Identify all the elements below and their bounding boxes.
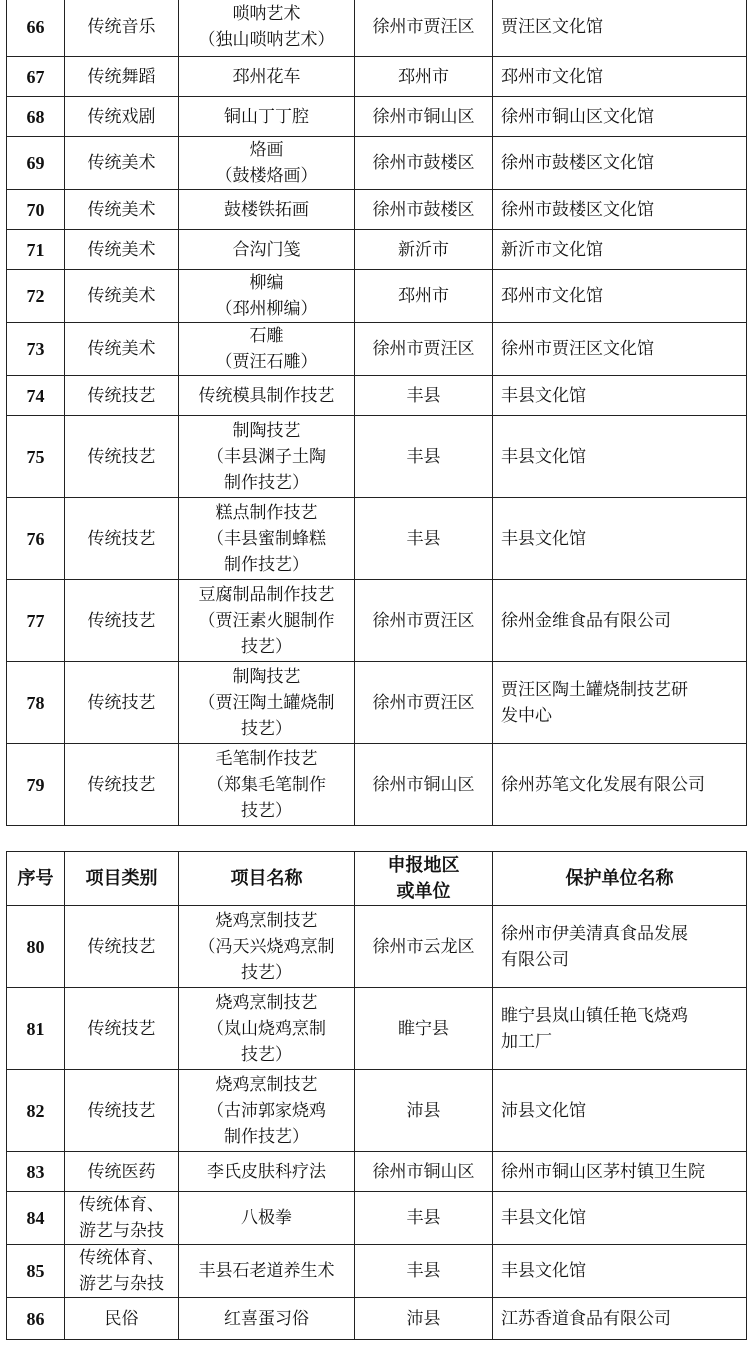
- row-protection-unit: [493, 988, 747, 1070]
- row-protection-unit-line: 丰县文化馆: [501, 1208, 586, 1228]
- row-project-name-line: （冯天兴烧鸡烹制: [198, 936, 335, 957]
- row-protection-unit: [493, 97, 747, 137]
- row-area: [355, 270, 493, 323]
- row-project-name: [179, 0, 355, 57]
- row-category: [65, 988, 179, 1070]
- row-project-name: [179, 230, 355, 270]
- row-project-name-line: （贾汪素火腿制作: [198, 610, 335, 631]
- row-protection-unit-line: 徐州金维食品有限公司: [501, 610, 671, 631]
- row-area: [355, 323, 493, 376]
- row-protection-unit-line: 邳州市文化馆: [501, 66, 603, 87]
- table-row: [7, 744, 747, 826]
- row-area: [355, 137, 493, 190]
- row-category-line: 传统音乐: [87, 16, 156, 37]
- row-project-name-line: 丰县石老道养生术: [198, 1261, 335, 1281]
- table-row: [7, 376, 747, 416]
- row-area: [355, 498, 493, 580]
- row-index: 82: [7, 1070, 65, 1152]
- table-row: [7, 1245, 747, 1298]
- row-project-name: [179, 1192, 355, 1245]
- row-project-name: [179, 1152, 355, 1192]
- row-category: [65, 190, 179, 230]
- row-project-name-line: （岚山烧鸡烹制: [207, 1018, 326, 1039]
- row-project-name-line: 烧鸡烹制技艺: [215, 1074, 318, 1095]
- row-category-line: 传统体育、: [79, 1248, 164, 1268]
- row-area-line: 丰县: [406, 446, 441, 467]
- row-protection-unit-line: 丰县文化馆: [501, 385, 586, 406]
- row-category-line: 传统技艺: [87, 1018, 156, 1039]
- row-category: [65, 323, 179, 376]
- header-area-line1: 申报地区: [387, 854, 460, 876]
- row-area-line: 徐州市铜山区: [372, 1161, 475, 1182]
- row-category-line: 传统舞蹈: [87, 66, 156, 87]
- row-project-name: [179, 323, 355, 376]
- table-header: [7, 852, 747, 906]
- table-row: [7, 323, 747, 376]
- row-project-name-line: 合沟门笺: [232, 239, 301, 260]
- row-protection-unit: [493, 230, 747, 270]
- row-protection-unit-line: 丰县文化馆: [501, 446, 586, 467]
- row-index: 68: [7, 97, 65, 137]
- row-area-line: 徐州市铜山区: [372, 106, 475, 127]
- row-index: 79: [7, 744, 65, 826]
- row-protection-unit-line: 徐州苏笔文化发展有限公司: [501, 774, 705, 795]
- table-row: [7, 97, 747, 137]
- row-protection-unit: [493, 1298, 747, 1340]
- row-index: 66: [7, 0, 65, 57]
- table-row: [7, 57, 747, 97]
- row-category: [65, 1152, 179, 1192]
- header-area-line2: 或单位: [396, 880, 451, 902]
- row-category-line: 传统体育、: [79, 1195, 164, 1215]
- row-category-line: 传统美术: [87, 339, 156, 359]
- header-project-name: 项目名称: [179, 852, 355, 906]
- row-area: [355, 230, 493, 270]
- row-protection-unit: [493, 270, 747, 323]
- row-index: 71: [7, 230, 65, 270]
- row-area: [355, 1152, 493, 1192]
- row-protection-unit-line: 丰县文化馆: [501, 528, 586, 549]
- row-index: 73: [7, 323, 65, 376]
- table-row: [7, 137, 747, 190]
- row-project-name-line: 毛笔制作技艺: [215, 748, 318, 769]
- header-row: [7, 852, 747, 906]
- table-row: [7, 416, 747, 498]
- row-category: [65, 1192, 179, 1245]
- row-index: 75: [7, 416, 65, 498]
- row-project-name-line: （独山唢呐艺术）: [198, 29, 335, 50]
- row-category: [65, 906, 179, 988]
- row-area-line: 邳州市: [398, 286, 449, 306]
- row-project-name-line: 烧鸡烹制技艺: [215, 992, 318, 1013]
- row-protection-unit-line: 发中心: [501, 705, 552, 726]
- table-row: [7, 906, 747, 988]
- row-category-line: 传统技艺: [87, 936, 156, 957]
- row-area-line: 沛县: [406, 1100, 441, 1121]
- row-area-line: 丰县: [406, 385, 441, 406]
- row-protection-unit: [493, 1070, 747, 1152]
- table-row: [7, 498, 747, 580]
- row-project-name-line: 李氏皮肤科疗法: [207, 1161, 326, 1182]
- row-category: [65, 0, 179, 57]
- row-area: [355, 1192, 493, 1245]
- row-category: [65, 1245, 179, 1298]
- row-category-line: 传统技艺: [87, 446, 156, 467]
- row-area: [355, 57, 493, 97]
- row-index: 77: [7, 580, 65, 662]
- row-protection-unit: [493, 744, 747, 826]
- header-index: 序号: [7, 852, 65, 906]
- row-area: [355, 662, 493, 744]
- row-protection-unit: [493, 662, 747, 744]
- row-category: [65, 97, 179, 137]
- row-project-name: [179, 1245, 355, 1298]
- row-category-line: 传统技艺: [87, 692, 156, 713]
- row-protection-unit-line: 徐州市鼓楼区文化馆: [501, 199, 654, 220]
- row-category-line: 传统医药: [87, 1161, 156, 1182]
- row-category: [65, 1070, 179, 1152]
- row-project-name: [179, 988, 355, 1070]
- row-category-line: 传统技艺: [87, 385, 156, 406]
- row-category: [65, 1298, 179, 1340]
- row-category-line: 传统技艺: [87, 528, 156, 549]
- table-row: [7, 270, 747, 323]
- row-project-name-line: 铜山丁丁腔: [224, 106, 309, 127]
- row-project-name-line: 红喜蛋习俗: [224, 1308, 309, 1329]
- row-category: [65, 137, 179, 190]
- row-project-name: [179, 190, 355, 230]
- row-project-name-line: 技艺）: [241, 1044, 292, 1065]
- row-category-line: 传统戏剧: [87, 106, 156, 127]
- row-protection-unit: [493, 580, 747, 662]
- row-project-name-line: 技艺）: [241, 718, 292, 739]
- row-project-name-line: （鼓楼烙画）: [215, 166, 318, 186]
- row-protection-unit: [493, 323, 747, 376]
- row-area: [355, 1298, 493, 1340]
- table-row: [7, 1298, 747, 1340]
- table-row: [7, 190, 747, 230]
- row-area-line: 徐州市鼓楼区: [372, 153, 475, 173]
- row-category: [65, 580, 179, 662]
- row-project-name-line: 技艺）: [241, 636, 292, 657]
- row-index: 69: [7, 137, 65, 190]
- row-index: 83: [7, 1152, 65, 1192]
- row-index: 81: [7, 988, 65, 1070]
- row-protection-unit-line: 徐州市贾汪区文化馆: [501, 339, 654, 359]
- header-area: [355, 852, 493, 906]
- row-category: [65, 270, 179, 323]
- row-protection-unit: [493, 1152, 747, 1192]
- row-project-name: [179, 906, 355, 988]
- row-area: [355, 1070, 493, 1152]
- table-row: [7, 1192, 747, 1245]
- row-area-line: 徐州市贾汪区: [372, 339, 475, 359]
- row-area-line: 丰县: [406, 1208, 441, 1228]
- row-area: [355, 190, 493, 230]
- row-project-name: [179, 137, 355, 190]
- row-category-line: 传统美术: [87, 199, 156, 220]
- row-project-name-line: 柳编: [249, 273, 284, 293]
- row-protection-unit-line: 丰县文化馆: [501, 1261, 586, 1281]
- row-protection-unit: [493, 498, 747, 580]
- row-project-name-line: 制陶技艺: [232, 420, 301, 441]
- row-category: [65, 416, 179, 498]
- row-protection-unit-line: 江苏香道食品有限公司: [501, 1308, 671, 1329]
- row-project-name-line: 糕点制作技艺: [215, 502, 318, 523]
- row-project-name-line: 技艺）: [241, 962, 292, 983]
- row-category-line: 传统技艺: [87, 774, 156, 795]
- row-project-name-line: 鼓楼铁拓画: [224, 199, 309, 220]
- row-protection-unit-line: 睢宁县岚山镇任艳飞烧鸡: [501, 1005, 688, 1026]
- row-index: 86: [7, 1298, 65, 1340]
- row-area-line: 徐州市铜山区: [372, 774, 475, 795]
- row-area-line: 徐州市贾汪区: [372, 692, 475, 713]
- row-project-name-line: 传统模具制作技艺: [198, 385, 335, 406]
- row-index: 84: [7, 1192, 65, 1245]
- row-area: [355, 744, 493, 826]
- row-project-name: [179, 1070, 355, 1152]
- row-project-name-line: 制作技艺）: [224, 554, 309, 575]
- row-protection-unit: [493, 376, 747, 416]
- header-protection-unit: 保护单位名称: [493, 852, 747, 906]
- row-protection-unit-line: 加工厂: [501, 1031, 552, 1052]
- row-category-line: 民俗: [104, 1308, 139, 1329]
- row-area-line: 邳州市: [398, 66, 449, 87]
- row-index: 72: [7, 270, 65, 323]
- row-project-name-line: 制陶技艺: [232, 666, 301, 687]
- row-project-name: [179, 270, 355, 323]
- row-area-line: 丰县: [406, 1261, 441, 1281]
- row-protection-unit-line: 邳州市文化馆: [501, 286, 603, 306]
- row-project-name-line: （贾汪陶土罐烧制: [198, 692, 335, 713]
- table-row: [7, 580, 747, 662]
- row-project-name-line: 制作技艺）: [224, 1126, 309, 1147]
- row-index: 74: [7, 376, 65, 416]
- row-area: [355, 97, 493, 137]
- row-protection-unit-line: 新沂市文化馆: [501, 239, 603, 260]
- row-area-line: 徐州市鼓楼区: [372, 199, 475, 220]
- table-row: [7, 1152, 747, 1192]
- heritage-table-part1: [6, 0, 747, 826]
- table-row: [7, 662, 747, 744]
- row-area-line: 徐州市贾汪区: [372, 610, 475, 631]
- row-protection-unit: [493, 1245, 747, 1298]
- row-protection-unit: [493, 906, 747, 988]
- row-project-name: [179, 57, 355, 97]
- row-index: 70: [7, 190, 65, 230]
- row-area-line: 新沂市: [398, 239, 449, 260]
- row-project-name: [179, 376, 355, 416]
- row-category: [65, 57, 179, 97]
- row-area: [355, 1245, 493, 1298]
- row-category: [65, 498, 179, 580]
- table-row: [7, 1070, 747, 1152]
- row-area: [355, 0, 493, 57]
- row-index: 67: [7, 57, 65, 97]
- row-project-name-line: （贾汪石雕）: [215, 352, 318, 372]
- row-protection-unit-line: 贾汪区文化馆: [501, 16, 603, 37]
- row-index: 76: [7, 498, 65, 580]
- row-project-name-line: 制作技艺）: [224, 472, 309, 493]
- row-category-line: 游艺与杂技: [79, 1274, 164, 1294]
- heritage-table-part2: [6, 851, 747, 1340]
- row-protection-unit-line: 徐州市铜山区茅村镇卫生院: [501, 1161, 705, 1182]
- table-row: [7, 0, 747, 57]
- row-project-name: [179, 97, 355, 137]
- row-project-name: [179, 662, 355, 744]
- row-area: [355, 580, 493, 662]
- table-row: [7, 988, 747, 1070]
- row-project-name: [179, 580, 355, 662]
- row-category: [65, 662, 179, 744]
- row-area: [355, 906, 493, 988]
- row-project-name-line: 豆腐制品制作技艺: [198, 584, 335, 605]
- row-project-name-line: 烙画: [249, 140, 284, 160]
- row-project-name-line: 技艺）: [241, 800, 292, 821]
- row-category-line: 传统技艺: [87, 1100, 156, 1121]
- row-area: [355, 376, 493, 416]
- row-category: [65, 230, 179, 270]
- row-category: [65, 376, 179, 416]
- row-protection-unit: [493, 57, 747, 97]
- row-project-name-line: （郑集毛笔制作: [207, 774, 326, 795]
- row-project-name-line: 烧鸡烹制技艺: [215, 910, 318, 931]
- table1-body: [7, 0, 747, 826]
- row-protection-unit-line: 徐州市铜山区文化馆: [501, 106, 654, 127]
- row-category-line: 传统美术: [87, 286, 156, 306]
- row-index: 78: [7, 662, 65, 744]
- header-category: 项目类别: [65, 852, 179, 906]
- row-area: [355, 988, 493, 1070]
- row-project-name-line: （邳州柳编）: [215, 299, 318, 319]
- row-project-name-line: 唢呐艺术: [232, 3, 301, 24]
- row-index: 85: [7, 1245, 65, 1298]
- row-protection-unit: [493, 190, 747, 230]
- row-project-name: [179, 416, 355, 498]
- row-category: [65, 744, 179, 826]
- row-project-name-line: 石雕: [249, 326, 284, 346]
- row-project-name-line: 八极拳: [241, 1208, 292, 1228]
- row-protection-unit: [493, 416, 747, 498]
- row-area-line: 徐州市云龙区: [372, 936, 475, 957]
- row-protection-unit: [493, 0, 747, 57]
- row-protection-unit-line: 贾汪区陶土罐烧制技艺研: [501, 679, 688, 700]
- row-protection-unit-line: 徐州市伊美清真食品发展: [501, 923, 688, 944]
- row-category-line: 传统美术: [87, 153, 156, 173]
- row-protection-unit-line: 有限公司: [501, 949, 569, 970]
- row-area: [355, 416, 493, 498]
- row-area-line: 徐州市贾汪区: [372, 16, 475, 37]
- row-area-line: 沛县: [406, 1308, 441, 1329]
- row-index: 80: [7, 906, 65, 988]
- row-project-name-line: 邳州花车: [232, 66, 301, 87]
- row-area-line: 睢宁县: [398, 1018, 449, 1039]
- row-protection-unit: [493, 1192, 747, 1245]
- row-category-line: 传统美术: [87, 239, 156, 260]
- row-protection-unit-line: 徐州市鼓楼区文化馆: [501, 153, 654, 173]
- table2-body: [7, 906, 747, 1340]
- row-category-line: 传统技艺: [87, 610, 156, 631]
- row-project-name: [179, 498, 355, 580]
- row-area-line: 丰县: [406, 528, 441, 549]
- row-project-name-line: （丰县渊子土陶: [207, 446, 326, 467]
- row-project-name: [179, 744, 355, 826]
- row-project-name-line: （丰县蜜制蜂糕: [207, 528, 326, 549]
- row-protection-unit-line: 沛县文化馆: [501, 1100, 586, 1121]
- row-category-line: 游艺与杂技: [79, 1221, 164, 1241]
- table-row: [7, 230, 747, 270]
- row-project-name-line: （古沛郭家烧鸡: [207, 1100, 326, 1121]
- row-project-name: [179, 1298, 355, 1340]
- row-protection-unit: [493, 137, 747, 190]
